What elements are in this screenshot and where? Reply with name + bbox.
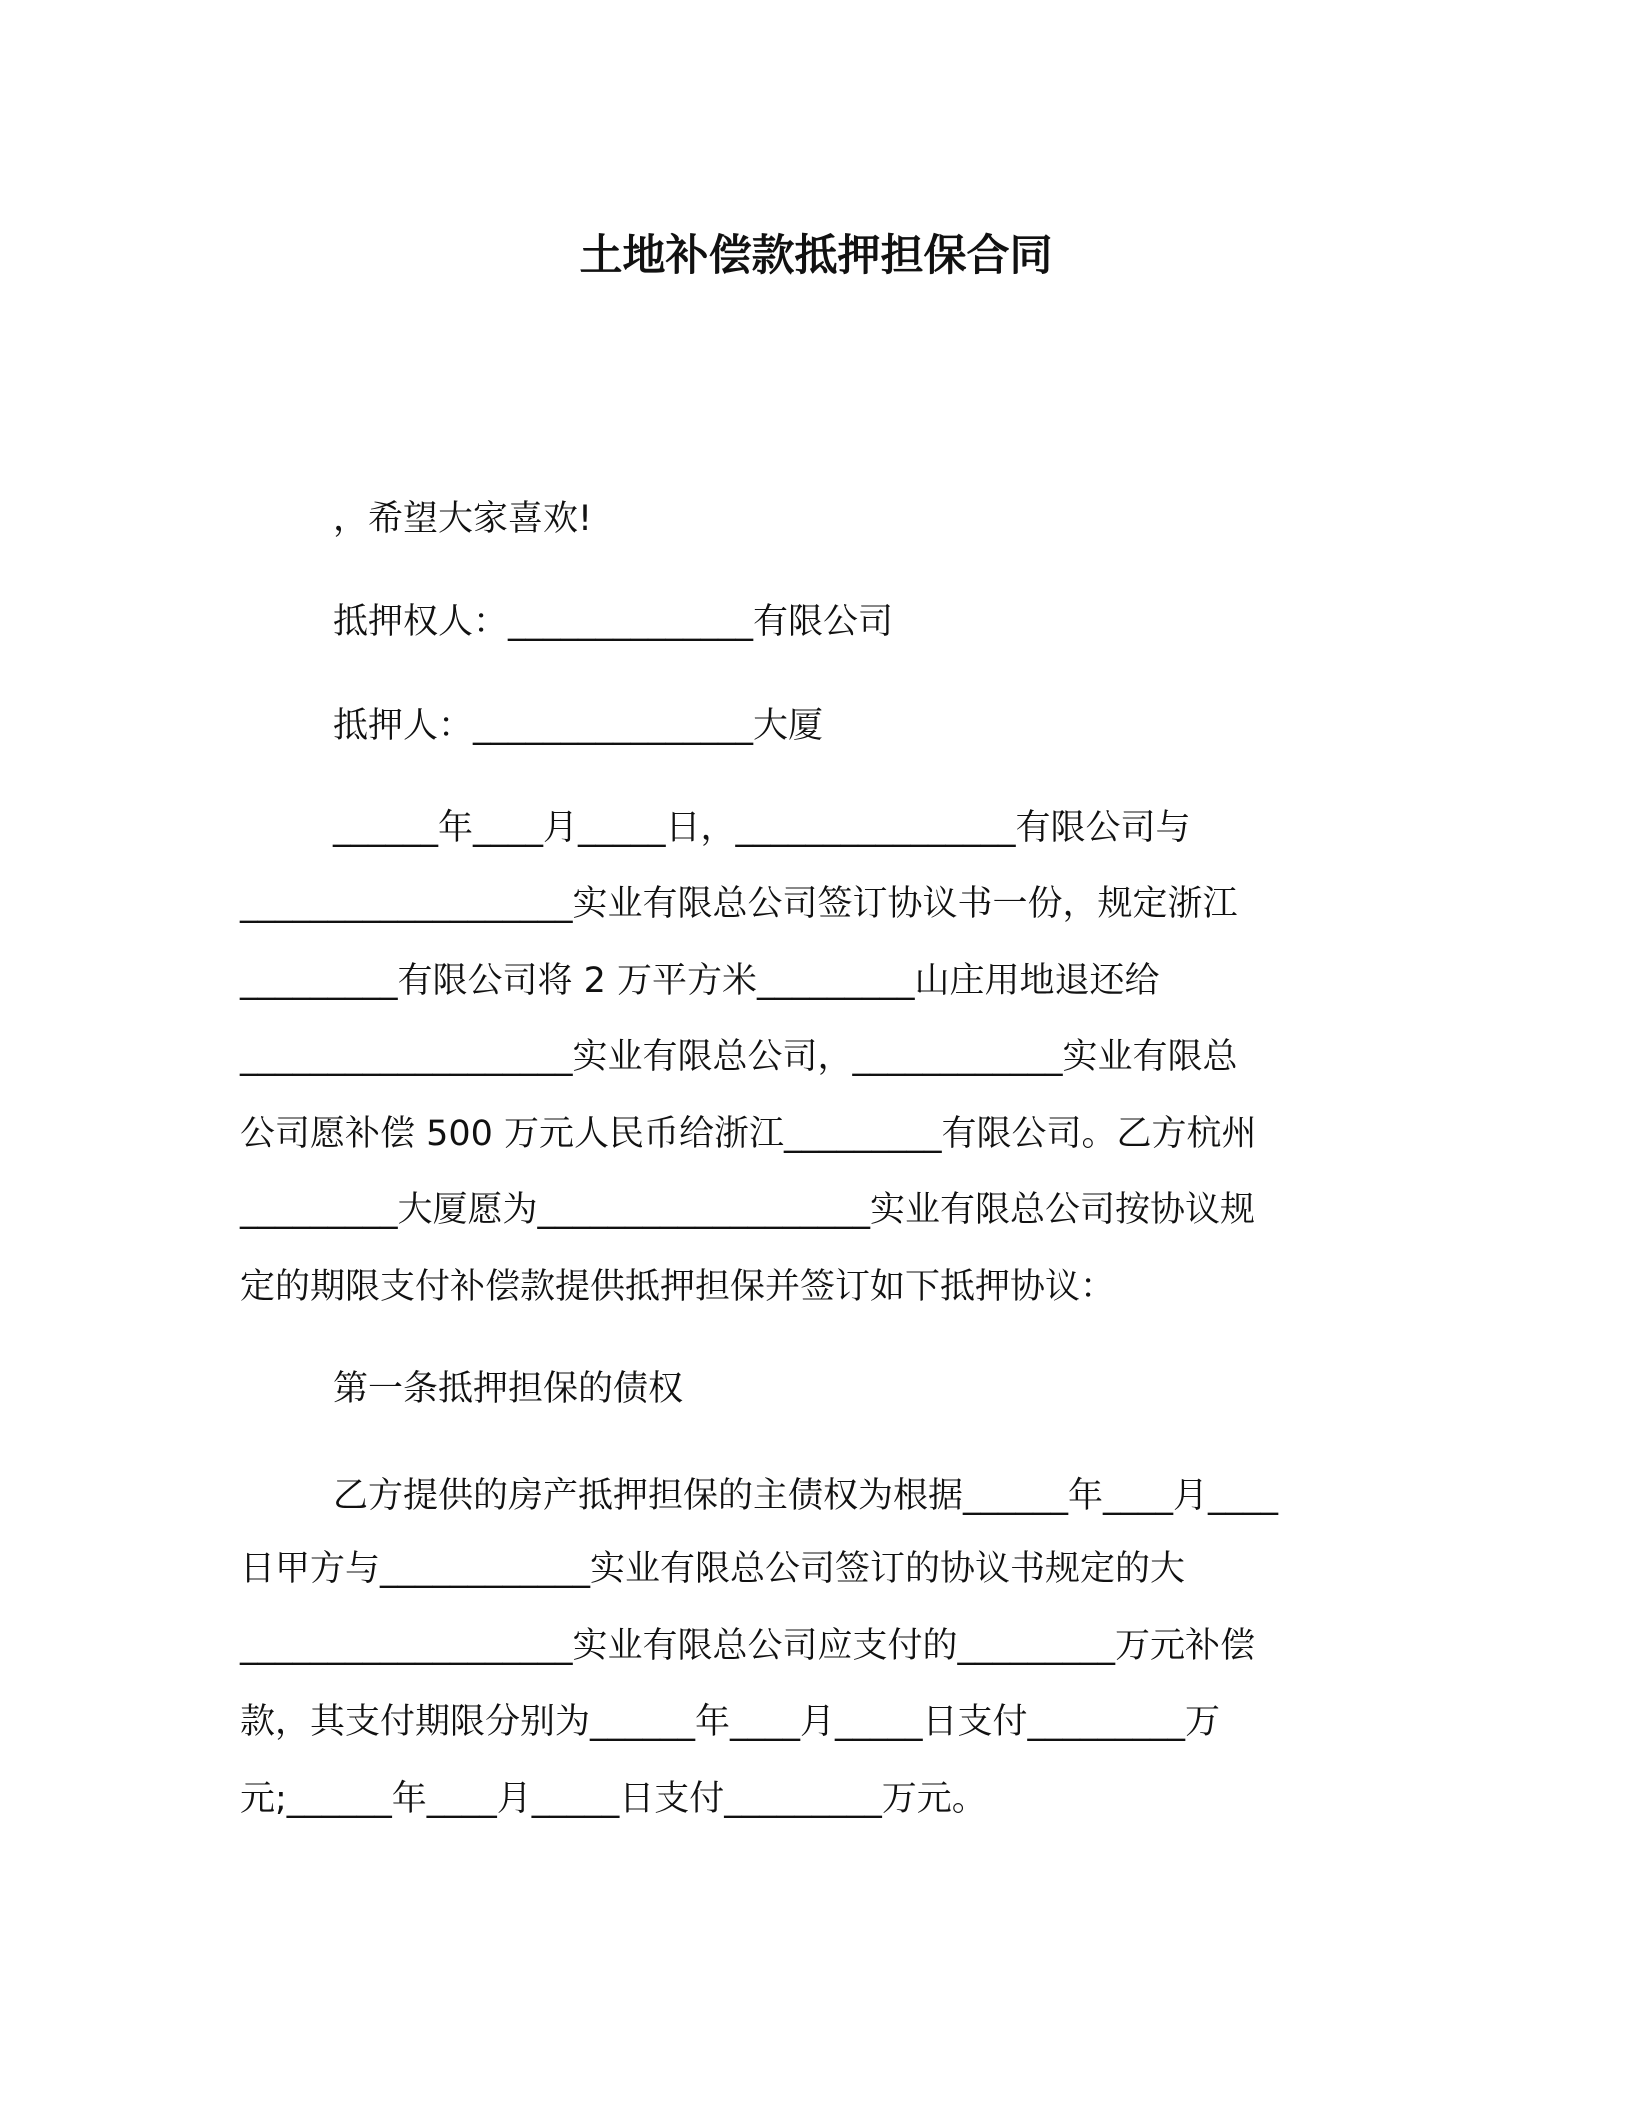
paragraph-line: _________有限公司将 2 万平方米_________山庄用地退还给 [240, 961, 1160, 1001]
paragraph-line: 公司愿补偿 500 万元人民币给浙江_________有限公司。乙方杭州 [240, 1114, 1257, 1154]
paragraph-line: 日甲方与____________实业有限总公司签订的协议书规定的大 [240, 1549, 1186, 1589]
paragraph-line: 乙方提供的房产抵押担保的主债权为根据______年____月____ [333, 1476, 1279, 1516]
paragraph-line: 定的期限支付补偿款提供抵押担保并签订如下抵押协议： [240, 1267, 1116, 1307]
paragraph-line: _________大厦愿为___________________实业有限总公司按协议规 [240, 1190, 1256, 1230]
intro-line: ，希望大家喜欢! [333, 499, 593, 539]
document-title: 土地补偿款抵押担保合同 [579, 231, 1053, 281]
paragraph-line: ___________________实业有限总公司签订协议书一份，规定浙江 [240, 884, 1238, 924]
paragraph-line: ___________________实业有限总公司，____________实业有限总 [240, 1037, 1238, 1077]
mortgagee-line: 抵押权人：______________有限公司 [333, 602, 894, 642]
section-heading: 第一条抵押担保的债权 [333, 1369, 684, 1409]
paragraph-line: ______年____月_____日，________________有限公司与 [333, 808, 1191, 848]
paragraph-line: 款，其支付期限分别为______年____月_____日支付_________万 [240, 1702, 1221, 1742]
mortgagor-line: 抵押人：________________大厦 [333, 706, 824, 746]
paragraph-line: ___________________实业有限总公司应支付的_________万元补偿 [240, 1626, 1256, 1666]
paragraph-line: 元;______年____月_____日支付_________万元。 [240, 1779, 987, 1819]
